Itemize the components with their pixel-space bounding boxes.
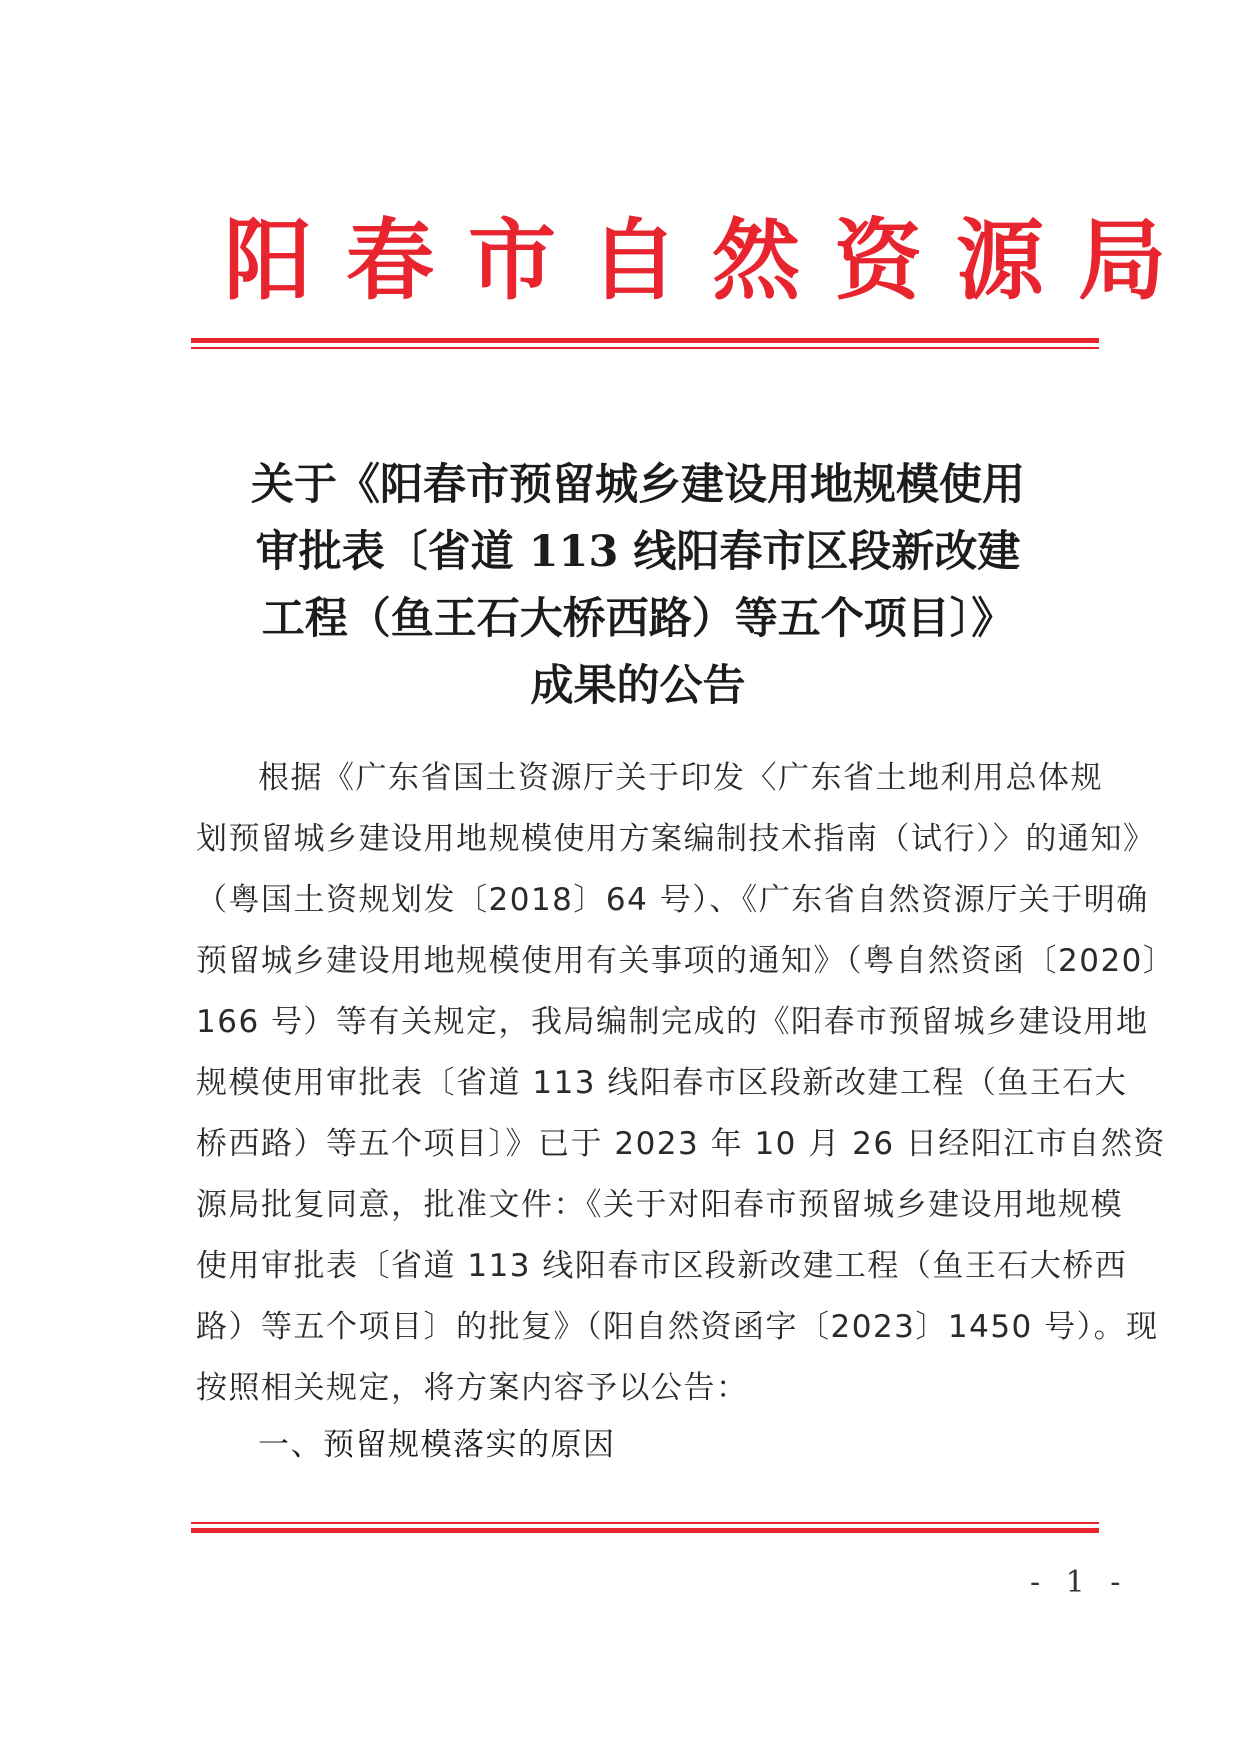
document-body: [196, 748, 1176, 1419]
body-line: 桥西路）等五个项目〕》已于 2023 年 10 月 26 日经阳江市自然资: [196, 1126, 1166, 1162]
body-line: 预留城乡建设用地规模使用有关事项的通知》（粤自然资函〔2020〕: [196, 943, 1176, 979]
red-rule-top-thin: [191, 347, 1099, 349]
document-title: [200, 452, 1076, 720]
body-line: 166 号）等有关规定，我局编制完成的《阳春市预留城乡建设用地: [196, 1004, 1149, 1040]
red-rule-top: [191, 338, 1099, 349]
page-number: - 1 -: [1030, 1565, 1129, 1600]
red-rule-bottom-thin: [191, 1522, 1099, 1524]
body-line: 源局批复同意，批准文件：《关于对阳春市预留城乡建设用地规模: [196, 1187, 1123, 1223]
section-heading: 一、预留规模落实的原因: [258, 1427, 616, 1463]
body-line: 按照相关规定，将方案内容予以公告：: [196, 1370, 749, 1406]
title-line: 关于《阳春市预留城乡建设用地规模使用: [251, 460, 1025, 510]
agency-masthead: 阳春市自然资源局: [224, 208, 1201, 312]
title-line: 工程（鱼王石大桥西路）等五个项目〕》: [261, 594, 1015, 644]
body-line: 规模使用审批表〔省道 113 线阳春市区段新改建工程（鱼王石大: [196, 1065, 1128, 1101]
body-line: 根据《广东省国土资源厅关于印发〈广东省土地利用总体规: [258, 760, 1103, 796]
red-rule-top-thick: [191, 338, 1099, 343]
title-line: 审批表〔省道 113 线阳春市区段新改建: [255, 527, 1021, 577]
body-line: （粤国土资规划发〔2018〕64 号）、《广东省自然资源厅关于明确: [196, 882, 1149, 918]
body-line: 路）等五个项目〕的批复》（阳自然资函字〔2023〕1450 号）。现: [196, 1309, 1159, 1345]
red-rule-bottom: [191, 1522, 1099, 1533]
body-line: 使用审批表〔省道 113 线阳春市区段新改建工程（鱼王石大桥西: [196, 1248, 1128, 1284]
body-line: 划预留城乡建设用地规模使用方案编制技术指南（试行）〉的通知》: [196, 821, 1156, 857]
title-line: 成果的公告: [530, 661, 746, 711]
red-rule-bottom-thick: [191, 1528, 1099, 1533]
